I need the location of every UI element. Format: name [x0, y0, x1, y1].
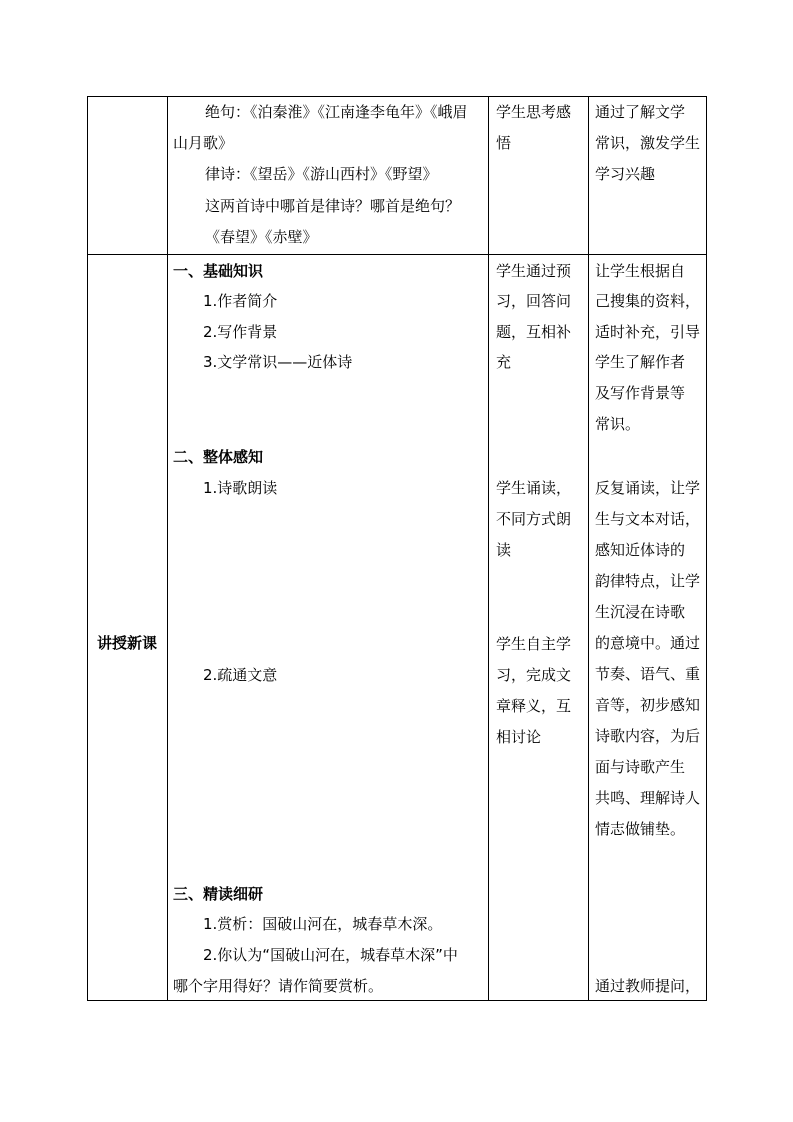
table-bottom-border [87, 1000, 707, 1001]
column-divider-2 [488, 96, 489, 1001]
row2-purpose-line: 诗歌内容，为后 [595, 727, 701, 745]
section-heading: 二、整体感知 [173, 448, 264, 466]
row2-student-line: 相讨论 [496, 728, 542, 746]
row1-content-line: 绝句：《泊秦淮》《江南逢李龟年》《峨眉 [205, 103, 468, 121]
row2-purpose-line: 适时补充，引导 [595, 323, 701, 341]
row1-content-line: 《春望》《赤壁》 [205, 228, 318, 246]
row2-purpose-line: 常识。 [595, 415, 641, 433]
row1-content-line: 这两首诗中哪首是律诗？哪首是绝句？ [205, 197, 461, 215]
row2-student-line: 读 [496, 541, 512, 559]
section-heading: 一、基础知识 [173, 262, 264, 280]
row2-content-line: 2.你认为“国破山河在，城春草木深”中 [203, 946, 458, 964]
row2-purpose-line: 节奏、语气、重 [595, 665, 701, 683]
row1-purpose-line: 常识，激发学生 [595, 134, 701, 152]
row1-student-line: 学生思考感 [496, 103, 572, 121]
row2-purpose-line: 感知近体诗的 [595, 541, 686, 559]
row2-purpose-line: 韵律特点，让学 [595, 572, 701, 590]
row2-purpose-line: 的意境中。通过 [595, 634, 701, 652]
row1-content-line: 山月歌》 [173, 134, 234, 152]
row1-student-line: 悟 [496, 134, 512, 152]
row1-purpose-line: 通过了解文学 [595, 103, 686, 121]
row2-student-line: 学生自主学 [496, 635, 572, 653]
row2-purpose-line: 面与诗歌产生 [595, 758, 686, 776]
row2-content-line: 1.作者简介 [203, 292, 278, 310]
table-row-divider [87, 254, 707, 255]
row2-student-line: 章释义，互 [496, 697, 572, 715]
column-divider-1 [167, 96, 168, 1001]
row2-content-line: 2.写作背景 [203, 323, 278, 341]
row2-purpose-line: 共鸣、理解诗人 [595, 789, 701, 807]
row2-student-line: 习，回答问 [496, 292, 572, 310]
row2-label: 讲授新课 [96, 634, 157, 652]
row2-content-line: 1.赏析：国破山河在，城春草木深。 [203, 915, 443, 933]
table-right-border [706, 96, 707, 1001]
row2-student-line: 习，完成文 [496, 666, 572, 684]
row2-purpose-line: 音等，初步感知 [595, 696, 701, 714]
row2-purpose-line: 己搜集的资料， [595, 292, 701, 310]
row2-content-line: 哪个字用得好？请作简要赏析。 [173, 977, 384, 995]
row2-purpose-line: 生与文本对话， [595, 510, 701, 528]
row2-purpose-line: 情志做铺垫。 [595, 820, 686, 838]
row2-purpose-line: 及写作背景等 [595, 384, 686, 402]
row2-student-line: 学生通过预 [496, 262, 572, 280]
row2-content-line: 1.诗歌朗读 [203, 479, 278, 497]
row2-purpose-line: 让学生根据自 [595, 262, 686, 280]
section-heading: 三、精读细研 [173, 885, 264, 903]
row2-student-line: 学生诵读， [496, 479, 572, 497]
row2-purpose-line: 学生了解作者 [595, 353, 686, 371]
row2-purpose-line: 反复诵读，让学 [595, 479, 701, 497]
row2-content-line: 3.文学常识——近体诗 [203, 353, 353, 371]
column-divider-3 [588, 96, 589, 1001]
row1-content-line: 律诗：《望岳》《游山西村》《野望》 [205, 165, 438, 183]
row2-student-line: 题，互相补 [496, 323, 572, 341]
row2-purpose-line: 通过教师提问， [595, 977, 701, 995]
table-top-border [87, 96, 707, 97]
row2-content-line: 2.疏通文意 [203, 666, 278, 684]
row2-purpose-line: 生沉浸在诗歌 [595, 603, 686, 621]
row1-purpose-line: 学习兴趣 [595, 165, 656, 183]
table-left-border [87, 96, 88, 1001]
row2-student-line: 不同方式朗 [496, 510, 572, 528]
row2-student-line: 充 [496, 353, 512, 371]
